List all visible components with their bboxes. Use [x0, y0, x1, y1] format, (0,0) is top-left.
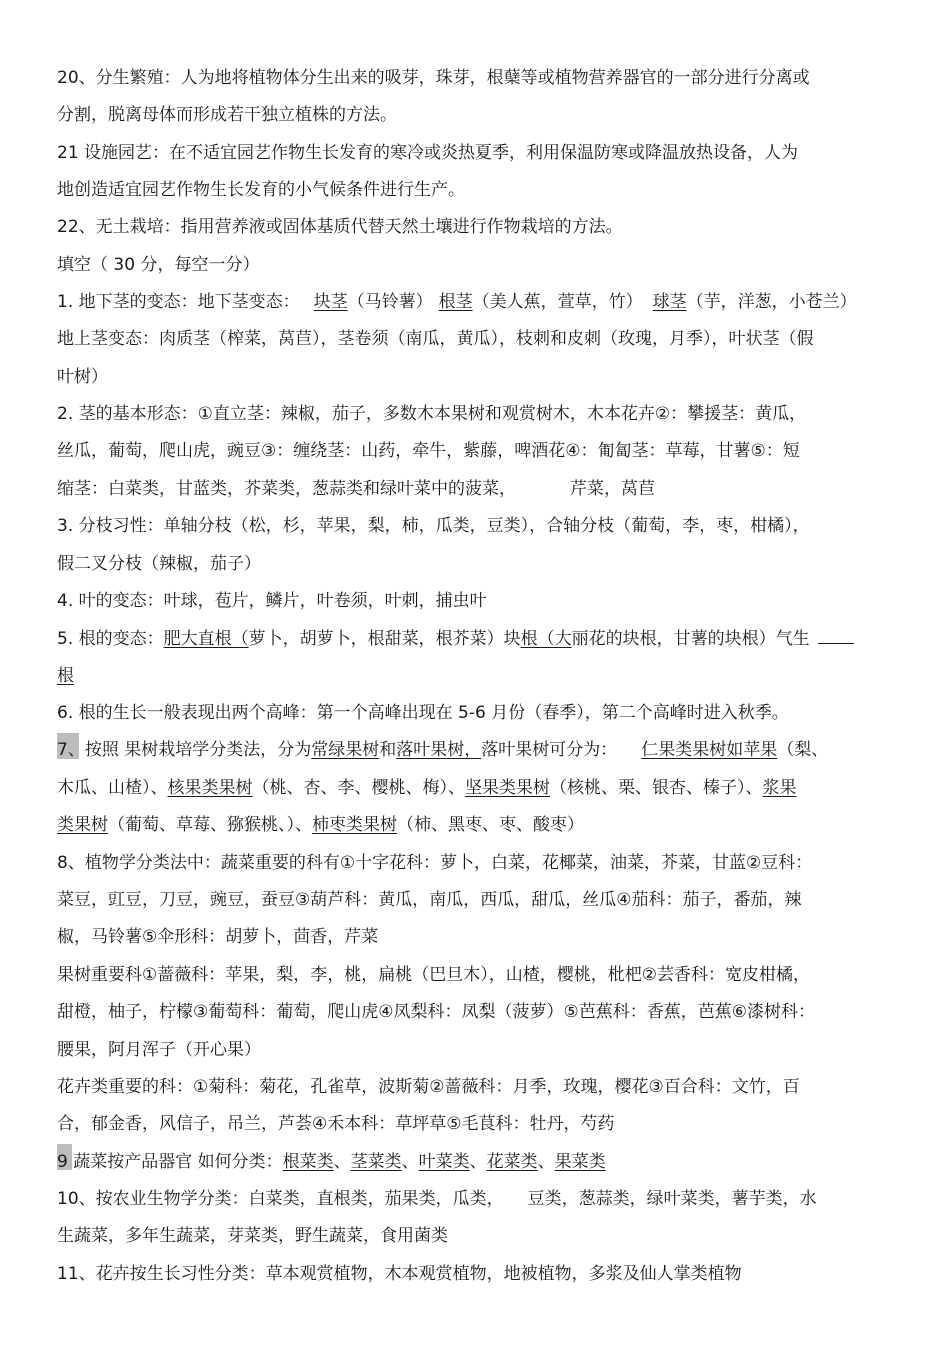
text-line: 花卉类重要的科：①菊科：菊花，孔雀草，波斯菊②蔷薇科：月季，玫瑰，樱花③百合科：文竹，百 [57, 1077, 800, 1097]
text-line: 1. 地下茎的变态：地下茎变态： 块茎（马铃薯） 根茎（美人蕉，萱草，竹） 球茎（芋，洋葱，小苍兰） [57, 292, 857, 312]
text-line: 3. 分枝习性：单轴分枝（松，杉，苹果，梨，柿，瓜类，豆类），合轴分枝（葡萄，李，枣，柑橘）， [57, 516, 810, 536]
text-line: 21 设施园艺：在不适宜园艺作物生长发育的寒冷或炎热夏季，利用保温防寒或降温放热设备，人为 [57, 143, 799, 163]
text-line: 椒，马铃薯⑤伞形科：胡萝卜，茴香，芹菜 [57, 927, 379, 947]
text-line: 20、分生繁殖：人为地将植物体分生出来的吸芽，珠芽，根蘖等或植物营养器官的一部分进行分离或 [57, 68, 810, 88]
blank-line [818, 627, 854, 644]
text-line: 木瓜、山楂）、核果类果树（桃、杏、李、樱桃、梅）、坚果类果树（核桃、栗、银杏、榛子）、浆果 [57, 778, 797, 798]
text-line: 缩茎：白菜类，甘蓝类，芥菜类，葱蒜类和绿叶菜中的菠菜， 芹菜，莴苣 [57, 479, 655, 499]
text-line: 生蔬菜，多年生蔬菜，芽菜类，野生蔬菜，食用菌类 [57, 1226, 448, 1246]
text-line: 2. 茎的基本形态：①直立茎：辣椒，茄子，多数木本果树和观赏树木，木本花卉②：攀援茎：黄瓜， [57, 404, 807, 424]
text-line: 22、无土栽培：指用营养液或固体基质代替天然土壤进行作物栽培的方法。 [57, 217, 623, 237]
text-line: 类果树（葡萄、草莓、猕猴桃、）、柿枣类果树（柿、黑枣、枣、酸枣） [57, 815, 584, 835]
text-line: 10、按农业生物学分类：白菜类，直根类，茄果类，瓜类， 豆类，葱蒜类，绿叶菜类，薯芋类，水 [57, 1189, 817, 1209]
text-line: 果树重要科①蔷薇科：苹果，梨，李，桃，扁桃（巴旦木），山楂，樱桃，枇杷②芸香科：宽皮柑橘， [57, 965, 810, 985]
text-line: 菜豆，豇豆，刀豆，豌豆，蚕豆③葫芦科：黄瓜，南瓜，西瓜，甜瓜，丝瓜④茄科：茄子，番茄，辣 [57, 890, 802, 910]
text-line: 甜橙，柚子，柠檬③葡萄科：葡萄，爬山虎④凤梨科：凤梨（菠萝）⑤芭蕉科：香蕉，芭蕉⑥漆树科： [57, 1002, 815, 1022]
text-line: 腰果，阿月浑子（开心果） [57, 1040, 261, 1060]
text-line: 8、植物学分类法中：蔬菜重要的科有①十字花科：萝卜，白菜，花椰菜，油菜，芥菜，甘蓝②豆科： [57, 853, 813, 873]
text-line: 根 [57, 666, 74, 686]
text-line: 5. 根的变态：肥大直根（萝卜，胡萝卜，根甜菜，根芥菜）块根（大丽花的块根，甘薯的块根）气生 [57, 627, 854, 650]
text-line: 4. 叶的变态：叶球，苞片，鳞片，叶卷须，叶刺，捕虫叶 [57, 591, 487, 611]
text-line: 分割，脱离母体而形成若干独立植株的方法。 [57, 105, 397, 125]
text-line: 7、按照 果树栽培学分类法，分为常绿果树和落叶果树，落叶果树可分为： 仁果类果树如苹果（梨、 [57, 740, 829, 760]
text-line: 6. 根的生长一般表现出两个高峰：第一个高峰出现在 5-6 月份（春季），第二个高峰时进入秋季。 [57, 703, 789, 723]
text-line: 地创造适宜园艺作物生长发育的小气候条件进行生产。 [57, 180, 465, 200]
text-line: 11、花卉按生长习性分类：草本观赏植物，木本观赏植物，地被植物，多浆及仙人掌类植物 [57, 1264, 742, 1284]
text-line: 丝瓜，葡萄，爬山虎，豌豆③：缠绕茎：山药，牵牛，紫藤，啤酒花④：匍匐茎：草莓，甘薯⑤：短 [57, 441, 800, 461]
text-line: 叶树） [57, 367, 108, 387]
text-line: 假二叉分枝（辣椒，茄子） [57, 554, 261, 574]
section-heading: 填空（ 30 分，每空一分） [57, 255, 260, 275]
text-line: 合，郁金香，风信子，吊兰，芦荟④禾本科：草坪草⑤毛茛科：牡丹，芍药 [57, 1114, 615, 1134]
text-line: 地上茎变态：肉质茎（榨菜，莴苣），茎卷须（南瓜，黄瓜），枝刺和皮刺（玫瑰，月季），叶状茎（假 [57, 329, 814, 349]
text-line: 9 蔬菜按产品器官 如何分类：根菜类、茎菜类、叶菜类、花菜类、果菜类 [57, 1152, 606, 1172]
